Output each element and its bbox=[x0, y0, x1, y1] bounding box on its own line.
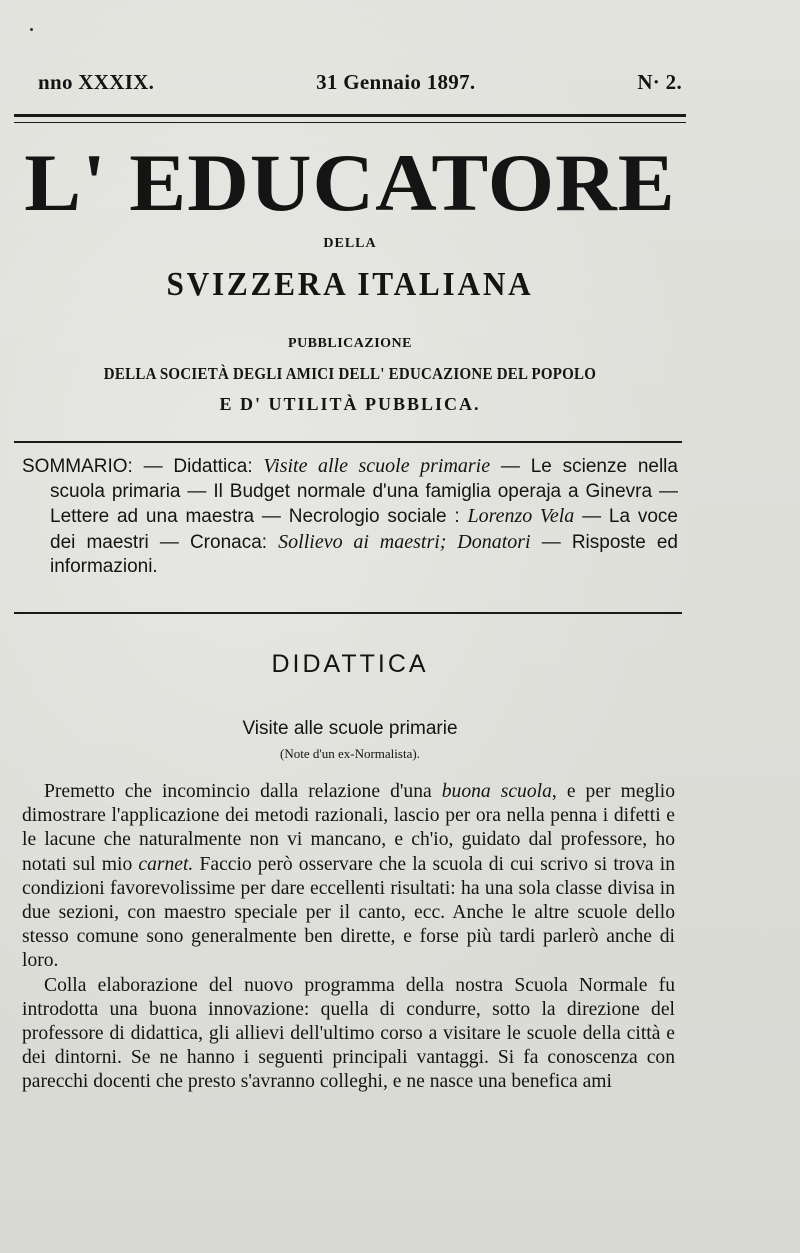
header-double-rule bbox=[14, 114, 686, 123]
sommario-text bbox=[22, 454, 678, 580]
paragraph-1 bbox=[22, 780, 675, 974]
paragraph-2: Colla elaborazione del nuovo programma della nostra Scuola Normale fu introdotta una buona innovazione: quella di condurre, sotto la direzione del professore di didattica, gli allievi dell'ultimo corso a visitare le scuole della città e dei dintorni. Se ne hanno i seguenti principali vantaggi. Si fa conoscenza con parecchi docenti che presto s'avranno colleghi, e ne nasce una benefica ami bbox=[22, 974, 675, 1093]
sommario-bottom-rule bbox=[14, 612, 682, 614]
sommario-block bbox=[22, 454, 678, 580]
masthead-utility: E D' UTILITÀ PUBBLICA. bbox=[219, 394, 481, 414]
p1-italic-1: buona scuola bbox=[441, 781, 552, 802]
p1-part-a: Premetto che incomincio dalla relazione d'una bbox=[44, 781, 442, 802]
issue-number: N· 2. bbox=[637, 70, 682, 94]
issue-header bbox=[38, 70, 682, 100]
masthead-title: L' EDUCATORE bbox=[24, 137, 676, 228]
sommario-label: SOMMARIO: bbox=[22, 456, 133, 477]
sommario-top-rule bbox=[14, 441, 682, 443]
volume-label: nno XXXIX. bbox=[38, 70, 155, 94]
issue-date: 31 Gennaio 1897. bbox=[316, 70, 476, 94]
article-title: Visite alle scuole primarie bbox=[242, 718, 458, 739]
sommario-part-3: — La voce dei maestri — Cronaca: bbox=[50, 506, 678, 553]
p1-italic-2: carnet. bbox=[138, 853, 194, 875]
sommario-italic-3: Sollievo ai maestri; Donatori bbox=[278, 530, 531, 553]
masthead-pubblicazione: PUBBLICAZIONE bbox=[288, 336, 412, 351]
sommario-part-1: — Didattica: bbox=[132, 456, 264, 477]
sommario-italic-2: Lorenzo Vela bbox=[467, 505, 575, 527]
masthead-della: DELLA bbox=[323, 236, 377, 251]
ink-speck bbox=[30, 28, 33, 31]
p1-part-b: , e per meglio dimostrare l'applicazione dei metodi razionali, lascio per ora nella penna i difetti e le lacune che naturalmente non vi mancano, e ch'io, guidato dal professore, ho notati sul mio bbox=[22, 781, 675, 875]
article-note: (Note d'un ex-Normalista). bbox=[280, 746, 420, 761]
p1-part-c: Faccio però osservare che la scuola di cui scrivo si trova in condizioni favorevolissime per dare eccellenti risultati: ha una sola classe divisa in due sezioni, con maestro speciale per il canto, ecc. Anche le altre scuole dello stesso comune sono generalmente ben dirette, e forse più tardi parlerò anche di loro. bbox=[22, 853, 675, 972]
sommario-part-4: — Risposte ed informazioni. bbox=[50, 531, 678, 577]
masthead-society: DELLA SOCIETÀ DEGLI AMICI DELL' EDUCAZIONE DEL POPOLO bbox=[103, 364, 597, 383]
sommario-italic-1: Visite alle scuole primarie bbox=[263, 455, 491, 477]
masthead-subtitle: SVIZZERA ITALIANA bbox=[166, 266, 534, 303]
section-heading: DIDATTICA bbox=[271, 650, 429, 678]
article-body bbox=[22, 780, 675, 1095]
sommario-part-2: — Le scienze nella scuola primaria — Il Budget normale d'una famiglia operaja a Ginevra — Lettere ad una maestra — Necrologio sociale : bbox=[50, 456, 678, 527]
